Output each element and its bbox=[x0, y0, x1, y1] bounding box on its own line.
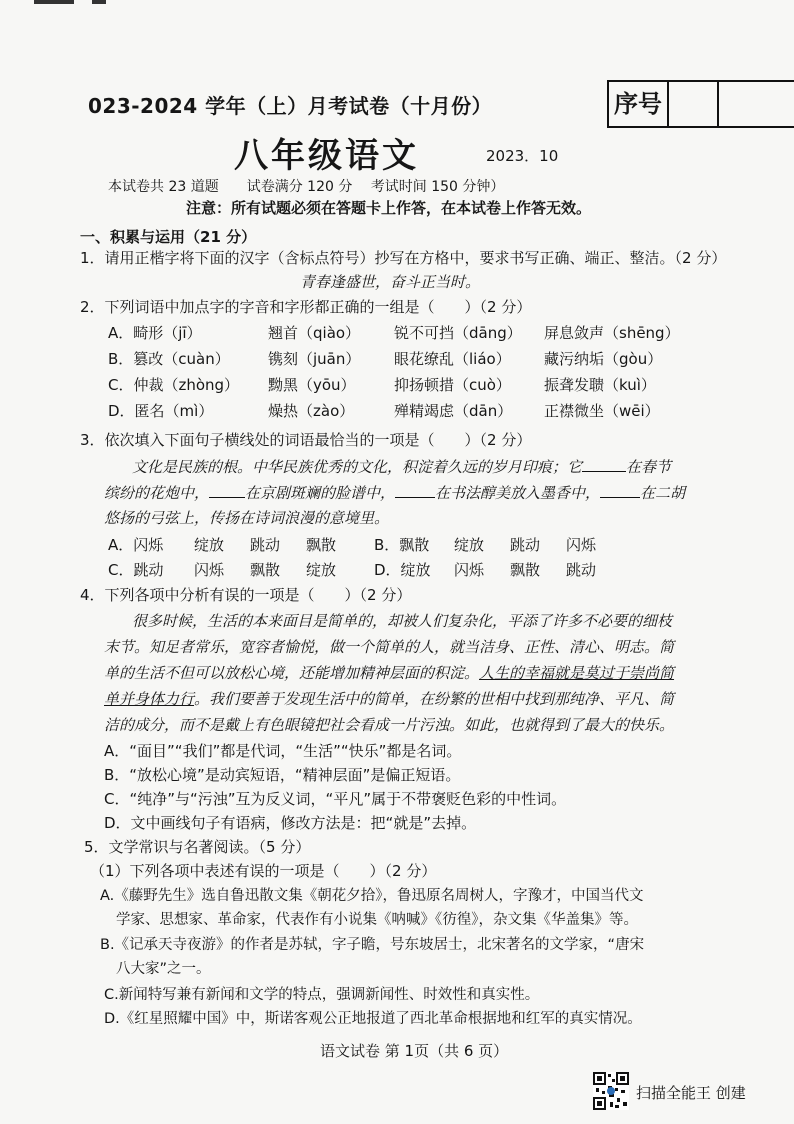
q5-option-a-line1: A.《藤野先生》选自鲁迅散文集《朝花夕拾》，鲁迅原名周树人，字豫才，中国当代文 bbox=[100, 888, 644, 904]
exam-date: 2023．10 bbox=[486, 147, 559, 165]
q4-option-c: C．“纯净”与“污浊”互为反义词，“平凡”属于不带褒贬色彩的中性词。 bbox=[104, 790, 567, 808]
q1-stem: 1．请用正楷字将下面的汉字（含标点符号）抄写在方格中，要求书写正确、端正、整洁。（2 分） bbox=[80, 249, 727, 267]
q1-copy-text: 青春逢盛世，奋斗正当时。 bbox=[300, 273, 481, 291]
q2-stem: 2．下列词语中加点字的字音和字形都正确的一组是（ ）（2 分） bbox=[80, 298, 532, 316]
exam-title: 023-2024 学年（上）月考试卷（十月份） bbox=[88, 94, 493, 118]
q4-passage-line-1: 很多时候，生活的本来面目是简单的，却被人们复杂化，平添了许多不必要的细枝 bbox=[132, 612, 673, 630]
section-heading: 一、积累与运用（21 分） bbox=[80, 228, 257, 246]
exam-info: 本试卷共 23 道题 试卷满分 120 分 考试时间 150 分钟） bbox=[108, 179, 505, 195]
q4-passage-line-2: 末节。知足者常乐，宽容者愉悦，做一个简单的人，就当洁身、正性、清心、明志。简 bbox=[104, 638, 675, 656]
q5-stem: 5．文学常识与名著阅读。（5 分） bbox=[84, 838, 311, 856]
q4-option-d: D．文中画线句子有语病，修改方法是：把“就是”去掉。 bbox=[104, 814, 477, 832]
sequence-cell bbox=[667, 82, 719, 126]
answer-blank bbox=[209, 483, 245, 498]
underlined-sentence: 人生的幸福就是莫过于崇尚简 bbox=[479, 664, 675, 682]
q5-option-a-line2: 学家、思想家、革命家，代表作有小说集《呐喊》《彷徨》，杂文集《华盖集》等。 bbox=[116, 912, 638, 928]
sequence-number-box bbox=[607, 80, 794, 128]
q4-passage-line-4: 单并身体力行。我们要善于发现生活中的简单，在纷繁的世相中找到那纯净、平凡、简 bbox=[104, 690, 675, 708]
q5-option-b-line1: B.《记承天寺夜游》的作者是苏轼，字子瞻，号东坡居士，北宋著名的文学家，“唐宋 bbox=[100, 937, 645, 953]
qr-code-icon bbox=[593, 1072, 629, 1110]
notice: 注意：所有试题必须在答题卡上作答，在本试卷上作答无效。 bbox=[186, 199, 592, 217]
answer-blank bbox=[582, 457, 626, 472]
q5-option-c: C.新闻特写兼有新闻和文学的特点，强调新闻性、时效性和真实性。 bbox=[104, 987, 540, 1003]
main-title: 八年级语文 bbox=[234, 136, 419, 176]
q4-stem: 4．下列各项中分析有误的一项是（ ）（2 分） bbox=[80, 586, 412, 604]
underlined-sentence: 单并身体力行 bbox=[104, 690, 195, 708]
page-footer: 语文试卷 第 1页（共 6 页） bbox=[320, 1042, 509, 1060]
q4-passage-line-5: 洁的成分，而不是戴上有色眼镜把社会看成一片污浊。如此，也就得到了最大的快乐。 bbox=[104, 716, 675, 734]
q4-option-b: B．“放松心境”是动宾短语，“精神层面”是偏正短语。 bbox=[104, 766, 461, 784]
answer-blank bbox=[395, 483, 435, 498]
q4-option-a: A．“面目”“我们”都是代词，“生活”“快乐”都是名词。 bbox=[104, 742, 462, 760]
q3-passage-line-2: 缤纷的花炮中， 在京剧斑斓的脸谱中， 在书法醇美放入墨香中， 在二胡 bbox=[104, 484, 686, 502]
q3-stem: 3．依次填入下面句子横线处的词语最恰当的一项是（ ）（2 分） bbox=[80, 431, 532, 449]
sequence-label: 序号 bbox=[609, 82, 669, 126]
scan-artifact-mark bbox=[34, 0, 114, 6]
q5-option-d: D.《红星照耀中国》中，斯诺客观公正地报道了西北革命根据地和红军的真实情况。 bbox=[104, 1011, 642, 1027]
q5-sub1-stem: （1）下列各项中表述有误的一项是（ ）（2 分） bbox=[90, 862, 437, 880]
exam-page: 023-2024 学年（上）月考试卷（十月份） 序号 八年级语文 2023．10 本试卷共 23 道题 试卷满分 120 分 考试时间 150 分钟） 注意：所有试题必须在答题卡上作答，在本试卷上作答无效。 一、积累与运用（21 分） 1．请用正楷字将下面的汉字（含标点符号）抄写在方格中，要求书写正确、端正、整洁。（2 分） 青春逢盛世，奋斗正当时。 2．下列词语中加点字的字音和字形都正确的一组是（ ）（2 分） A．畸形（jī） 翘首（qiào） 锐不可挡（dāng） 屏息敛声（shēng） B．篡改（cuàn） 镌刻（juān） 眼花缭乱（liáo） 藏污纳垢（gòu） C．仲裁（zhòng） 黝黑（yōu） 抑扬顿措（cuò） 振聋发聩（kuì） D．匿名（mì） 燥热（zào） 殚精竭虑（dān） 正襟微坐（wēi） 3．依次填入下面句子横线处的词语最恰当的一项是（ ）（2 分） 文化是民族的根。中华民族优秀的文化，积淀着久远的岁月印痕；它 在春节 缤纷的花炮中， 在京剧斑斓的脸谱中， 在书法醇美放入墨香中， 在二胡 悠扬的弓弦上，传扬在诗词浪漫的意境里。 A．闪烁 绽放 跳动 飘散 B．飘散 绽放 跳动 闪烁 C．跳动 闪烁 飘散 绽放 D．绽放 闪烁 飘散 跳动 4．下列各项中分析有误的一项是（ ）（2 分） 很多时候，生活的本来面目是简单的，却被人们复杂化，平添了许多不必要的细枝 末节。知足者常乐，宽容者愉悦，做一个简单的人，就当洁身、正性、清心、明志。简 单的生活不但可以放松心境，还能增加精神层面的积淀。人生的幸福就是莫过于崇尚简 单并身体力行。我们要善于发现生活中的简单，在纷繁的世相中找到那纯净、平凡、简 洁的成分，而不是戴上有色眼镜把社会看成一片污浊。如此，也就得到了最大的快乐。 A．“面目”“我们”都是代词，“生活”“快乐”都是名词。 B．“放松心境”是动宾短语，“精神层面”是偏正短语。 C．“纯净”与“污浊”互为反义词，“平凡”属于不带褒贬色彩的中性词。 D．文中画线句子有语病，修改方法是：把“就是”去掉。 5．文学常识与名著阅读。（5 分） （1）下列各项中表述有误的一项是（ ）（2 分） A.《藤野先生》选自鲁迅散文集《朝花夕拾》，鲁迅原名周树人，字豫才，中国当代文 学家、思想家、革命家，代表作有小说集《呐喊》《彷徨》，杂文集《华盖集》等。 B.《记承天寺夜游》的作者是苏轼，字子瞻，号东坡居士，北宋著名的文学家，“唐宋 八大家”之一。 C.新闻特写兼有新闻和文学的特点，强调新闻性、时效性和真实性。 D.《红星照耀中国》中，斯诺客观公正地报道了西北革命根据地和红军的真实情况。 语文试卷 第 1页（共 6 页） 扫描全能王 创建 bbox=[0, 0, 794, 1124]
answer-blank bbox=[600, 483, 640, 498]
q3-passage-line-1: 文化是民族的根。中华民族优秀的文化，积淀着久远的岁月印痕；它 在春节 bbox=[132, 458, 672, 476]
q3-passage-line-3: 悠扬的弓弦上，传扬在诗词浪漫的意境里。 bbox=[104, 509, 390, 527]
scanner-watermark: 扫描全能王 创建 bbox=[636, 1084, 746, 1102]
q5-option-b-line2: 八大家”之一。 bbox=[116, 961, 211, 977]
q4-passage-line-3: 单的生活不但可以放松心境，还能增加精神层面的积淀。人生的幸福就是莫过于崇尚简 bbox=[104, 664, 675, 682]
